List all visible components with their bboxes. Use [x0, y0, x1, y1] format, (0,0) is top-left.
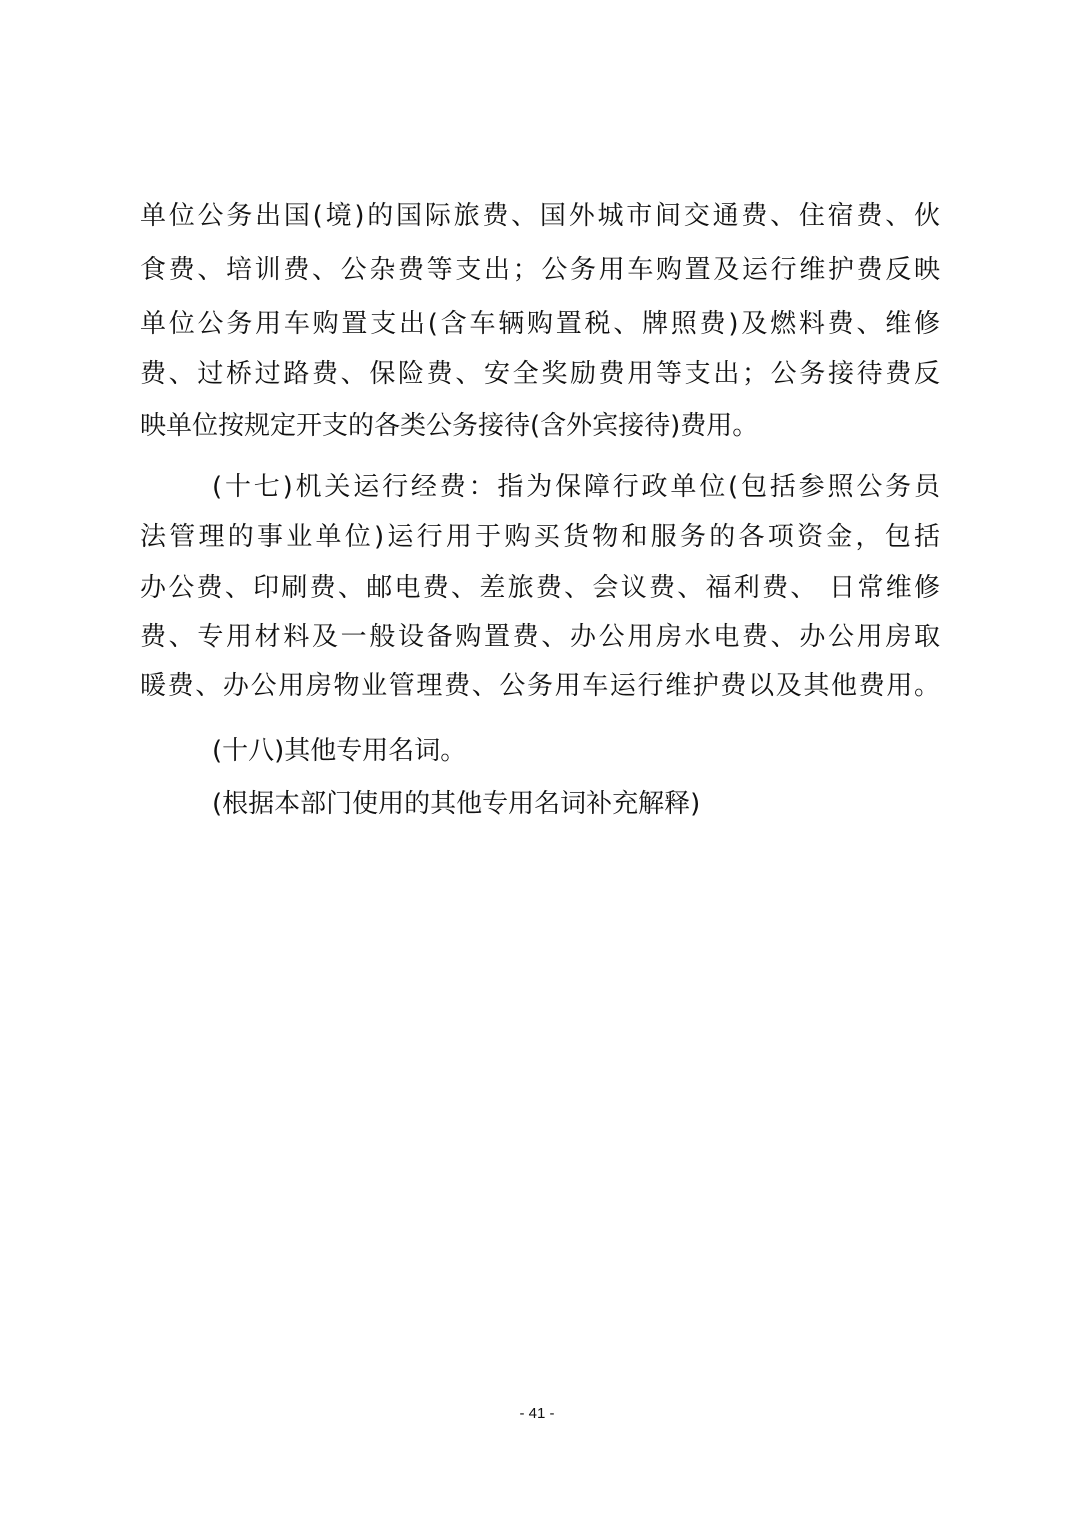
body-text-line: 办公费、印刷费、邮电费、差旅费、会议费、福利费、 日常维修 [140, 573, 940, 603]
section-heading: (十八)其他专用名词。 [212, 736, 467, 766]
page-number: - 41 - [519, 1405, 555, 1422]
body-text-line: (十七)机关运行经费：指为保障行政单位(包括参照公务员 [212, 472, 940, 502]
body-text-line: 单位公务用车购置支出(含车辆购置税、牌照费)及燃料费、维修 [140, 309, 940, 339]
body-text-line: 单位公务出国(境)的国际旅费、国外城市间交通费、住宿费、伙 [140, 201, 940, 231]
body-text-line: 食费、培训费、公杂费等支出；公务用车购置及运行维护费反映 [140, 255, 940, 285]
body-text-line: 费、专用材料及一般设备购置费、办公用房水电费、办公用房取 [140, 622, 940, 652]
body-text-line: 暖费、办公用房物业管理费、公务用车运行维护费以及其他费用。 [140, 671, 940, 701]
body-text-line: 法管理的事业单位)运行用于购买货物和服务的各项资金，包括 [140, 522, 940, 552]
body-text-line: (根据本部门使用的其他专用名词补充解释) [212, 789, 701, 819]
body-text-line: 映单位按规定开支的各类公务接待(含外宾接待)费用。 [140, 411, 759, 441]
body-text-line: 费、过桥过路费、保险费、安全奖励费用等支出；公务接待费反 [140, 359, 940, 389]
